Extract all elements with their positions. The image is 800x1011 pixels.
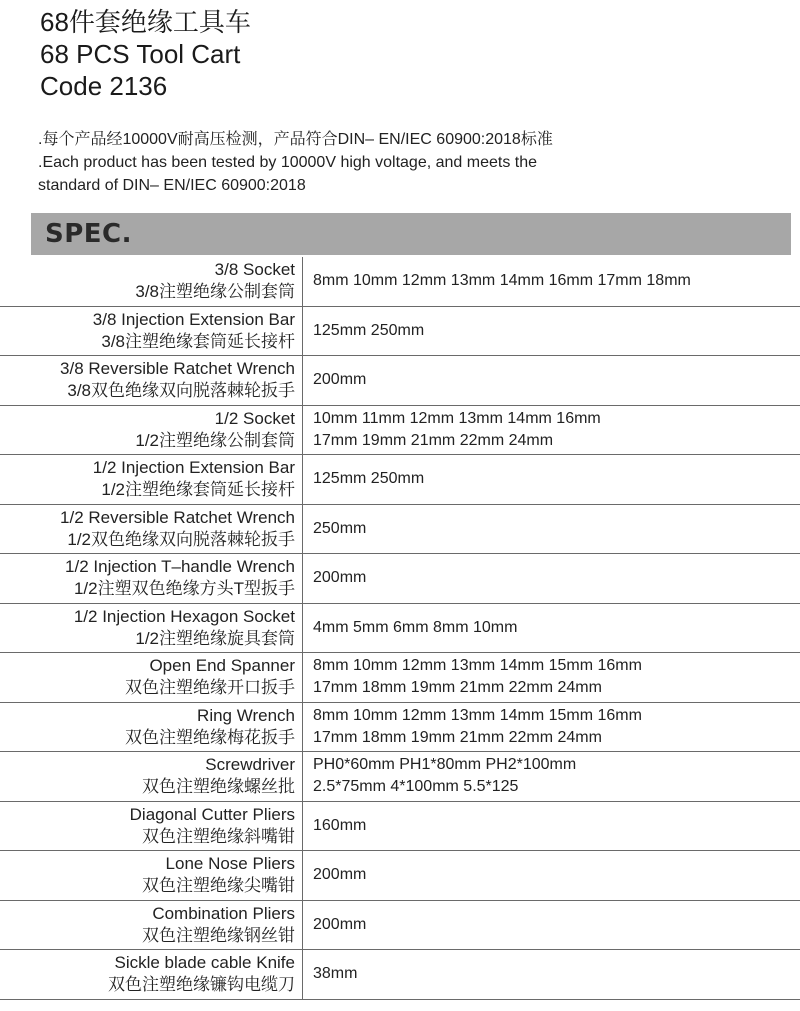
- item-sizes: [313, 703, 793, 752]
- item-name: [0, 853, 295, 897]
- title-english: 68 PCS Tool Cart: [40, 39, 241, 69]
- column-divider: [302, 406, 303, 455]
- table-row: [0, 406, 800, 456]
- column-divider: [302, 505, 303, 554]
- note-english-line1: .Each product has been tested by 10000V high voltage, and meets the: [38, 154, 538, 171]
- table-row: [0, 356, 800, 406]
- table-row: [0, 505, 800, 555]
- item-name-english: 1/2 Reversible Ratchet Wrench: [60, 507, 295, 527]
- item-sizes: [313, 752, 793, 801]
- size-line: 2.5*75mm 4*100mm 5.5*125: [313, 778, 519, 796]
- product-code: Code 2136: [40, 71, 168, 101]
- item-name-english: Combination Pliers: [152, 903, 295, 923]
- table-row: [0, 653, 800, 703]
- item-name-chinese: 双色注塑绝缘镰钩电缆刀: [108, 975, 295, 994]
- item-name-chinese: 双色注塑绝缘梅花扳手: [125, 727, 295, 747]
- size-line: 200mm: [313, 569, 367, 587]
- column-divider: [302, 554, 303, 603]
- item-sizes: [313, 554, 793, 603]
- item-name: [0, 952, 295, 996]
- item-name: [0, 408, 295, 452]
- item-sizes: [313, 406, 793, 455]
- item-name-english: Diagonal Cutter Pliers: [129, 804, 295, 824]
- item-name-chinese: 1/2双色绝缘双向脱落棘轮扳手: [67, 529, 295, 549]
- size-line: 200mm: [313, 371, 367, 389]
- size-line: 250mm: [313, 519, 367, 537]
- item-sizes: [313, 851, 793, 900]
- item-name: [0, 705, 295, 749]
- compliance-notes: [38, 128, 553, 197]
- table-row: [0, 703, 800, 753]
- item-name: [0, 606, 295, 650]
- item-sizes: [313, 257, 793, 306]
- table-row: [0, 604, 800, 654]
- item-name-chinese: 1/2注塑绝缘旋具套筒: [135, 628, 295, 648]
- size-line: 200mm: [313, 866, 367, 884]
- item-name-chinese: 双色注塑绝缘尖嘴钳: [142, 876, 295, 895]
- column-divider: [302, 604, 303, 653]
- item-name: [0, 804, 295, 848]
- item-sizes: [313, 604, 793, 653]
- size-line: 4mm 5mm 6mm 8mm 10mm: [313, 618, 518, 636]
- item-name-english: 1/2 Injection T–handle Wrench: [65, 557, 295, 576]
- item-name-chinese: 3/8注塑绝缘公制套筒: [135, 282, 295, 301]
- item-name: [0, 903, 295, 947]
- size-line: 8mm 10mm 12mm 13mm 14mm 15mm 16mm: [313, 657, 642, 675]
- column-divider: [302, 257, 303, 306]
- item-name: [0, 507, 295, 551]
- table-row: [0, 950, 800, 1000]
- title-chinese: 68件套绝缘工具车: [40, 7, 251, 37]
- item-sizes: [313, 802, 793, 851]
- item-name: [0, 457, 295, 501]
- item-name: [0, 309, 295, 353]
- size-line: 8mm 10mm 12mm 13mm 14mm 16mm 17mm 18mm: [313, 272, 691, 290]
- item-sizes: [313, 950, 793, 999]
- size-line: 38mm: [313, 965, 358, 983]
- item-name: [0, 655, 295, 699]
- column-divider: [302, 950, 303, 999]
- column-divider: [302, 802, 303, 851]
- table-row: [0, 802, 800, 852]
- item-sizes: [313, 901, 793, 950]
- item-name: [0, 556, 295, 600]
- item-name: [0, 754, 295, 798]
- item-sizes: [313, 307, 793, 356]
- table-row: [0, 901, 800, 951]
- item-sizes: [313, 356, 793, 405]
- column-divider: [302, 901, 303, 950]
- item-sizes: [313, 653, 793, 702]
- spec-table: [0, 257, 800, 1000]
- item-name-english: 3/8 Injection Extension Bar: [92, 309, 295, 329]
- item-name-chinese: 1/2注塑绝缘公制套筒: [135, 430, 295, 450]
- item-name: [0, 358, 295, 402]
- item-name-chinese: 双色注塑绝缘开口扳手: [125, 678, 295, 697]
- item-name-english: 1/2 Socket: [214, 408, 295, 428]
- page-header: [40, 6, 251, 102]
- column-divider: [302, 653, 303, 702]
- item-name: [0, 259, 295, 303]
- column-divider: [302, 356, 303, 405]
- note-english-line2: standard of DIN– EN/IEC 60900:2018: [38, 177, 306, 194]
- spec-heading: SPEC.: [45, 219, 132, 249]
- item-name-chinese: 1/2注塑双色绝缘方头T型扳手: [73, 579, 295, 598]
- size-line: 8mm 10mm 12mm 13mm 14mm 15mm 16mm: [313, 706, 642, 724]
- item-name-english: 1/2 Injection Hexagon Socket: [73, 606, 295, 626]
- item-name-english: 1/2 Injection Extension Bar: [92, 458, 295, 477]
- item-name-english: Screwdriver: [205, 755, 295, 774]
- note-chinese: .每个产品经10000V耐高压检测，产品符合DIN– EN/IEC 60900:2018标准: [38, 131, 553, 148]
- column-divider: [302, 752, 303, 801]
- item-name-english: Sickle blade cable Knife: [114, 953, 295, 972]
- item-name-chinese: 1/2注塑绝缘套筒延长接杆: [101, 480, 295, 499]
- size-line: 125mm 250mm: [313, 321, 425, 339]
- table-row: [0, 257, 800, 307]
- size-line: 17mm 19mm 21mm 22mm 24mm: [313, 431, 554, 449]
- column-divider: [302, 851, 303, 900]
- column-divider: [302, 307, 303, 356]
- size-line: 17mm 18mm 19mm 21mm 22mm 24mm: [313, 728, 602, 746]
- item-name-english: Ring Wrench: [197, 705, 295, 725]
- size-line: 200mm: [313, 915, 367, 933]
- size-line: PH0*60mm PH1*80mm PH2*100mm: [313, 756, 577, 774]
- item-name-chinese: 双色注塑绝缘螺丝批: [142, 777, 295, 796]
- item-name-chinese: 3/8双色绝缘双向脱落棘轮扳手: [67, 381, 295, 400]
- item-name-chinese: 3/8注塑绝缘套筒延长接杆: [101, 331, 295, 351]
- size-line: 125mm 250mm: [313, 470, 425, 488]
- column-divider: [302, 703, 303, 752]
- item-name-chinese: 双色注塑绝缘斜嘴钳: [142, 826, 295, 846]
- table-row: [0, 752, 800, 802]
- size-line: 10mm 11mm 12mm 13mm 14mm 16mm: [313, 409, 601, 427]
- table-row: [0, 851, 800, 901]
- size-line: 160mm: [313, 816, 367, 834]
- item-name-english: 3/8 Reversible Ratchet Wrench: [60, 359, 295, 378]
- item-name-english: 3/8 Socket: [214, 260, 295, 279]
- item-sizes: [313, 455, 793, 504]
- table-row: [0, 554, 800, 604]
- table-row: [0, 455, 800, 505]
- spec-header-bar: [31, 213, 791, 255]
- size-line: 17mm 18mm 19mm 21mm 22mm 24mm: [313, 679, 602, 697]
- item-name-english: Lone Nose Pliers: [165, 854, 295, 873]
- column-divider: [302, 455, 303, 504]
- table-row: [0, 307, 800, 357]
- item-name-english: Open End Spanner: [149, 656, 295, 675]
- item-sizes: [313, 505, 793, 554]
- item-name-chinese: 双色注塑绝缘钢丝钳: [142, 925, 295, 945]
